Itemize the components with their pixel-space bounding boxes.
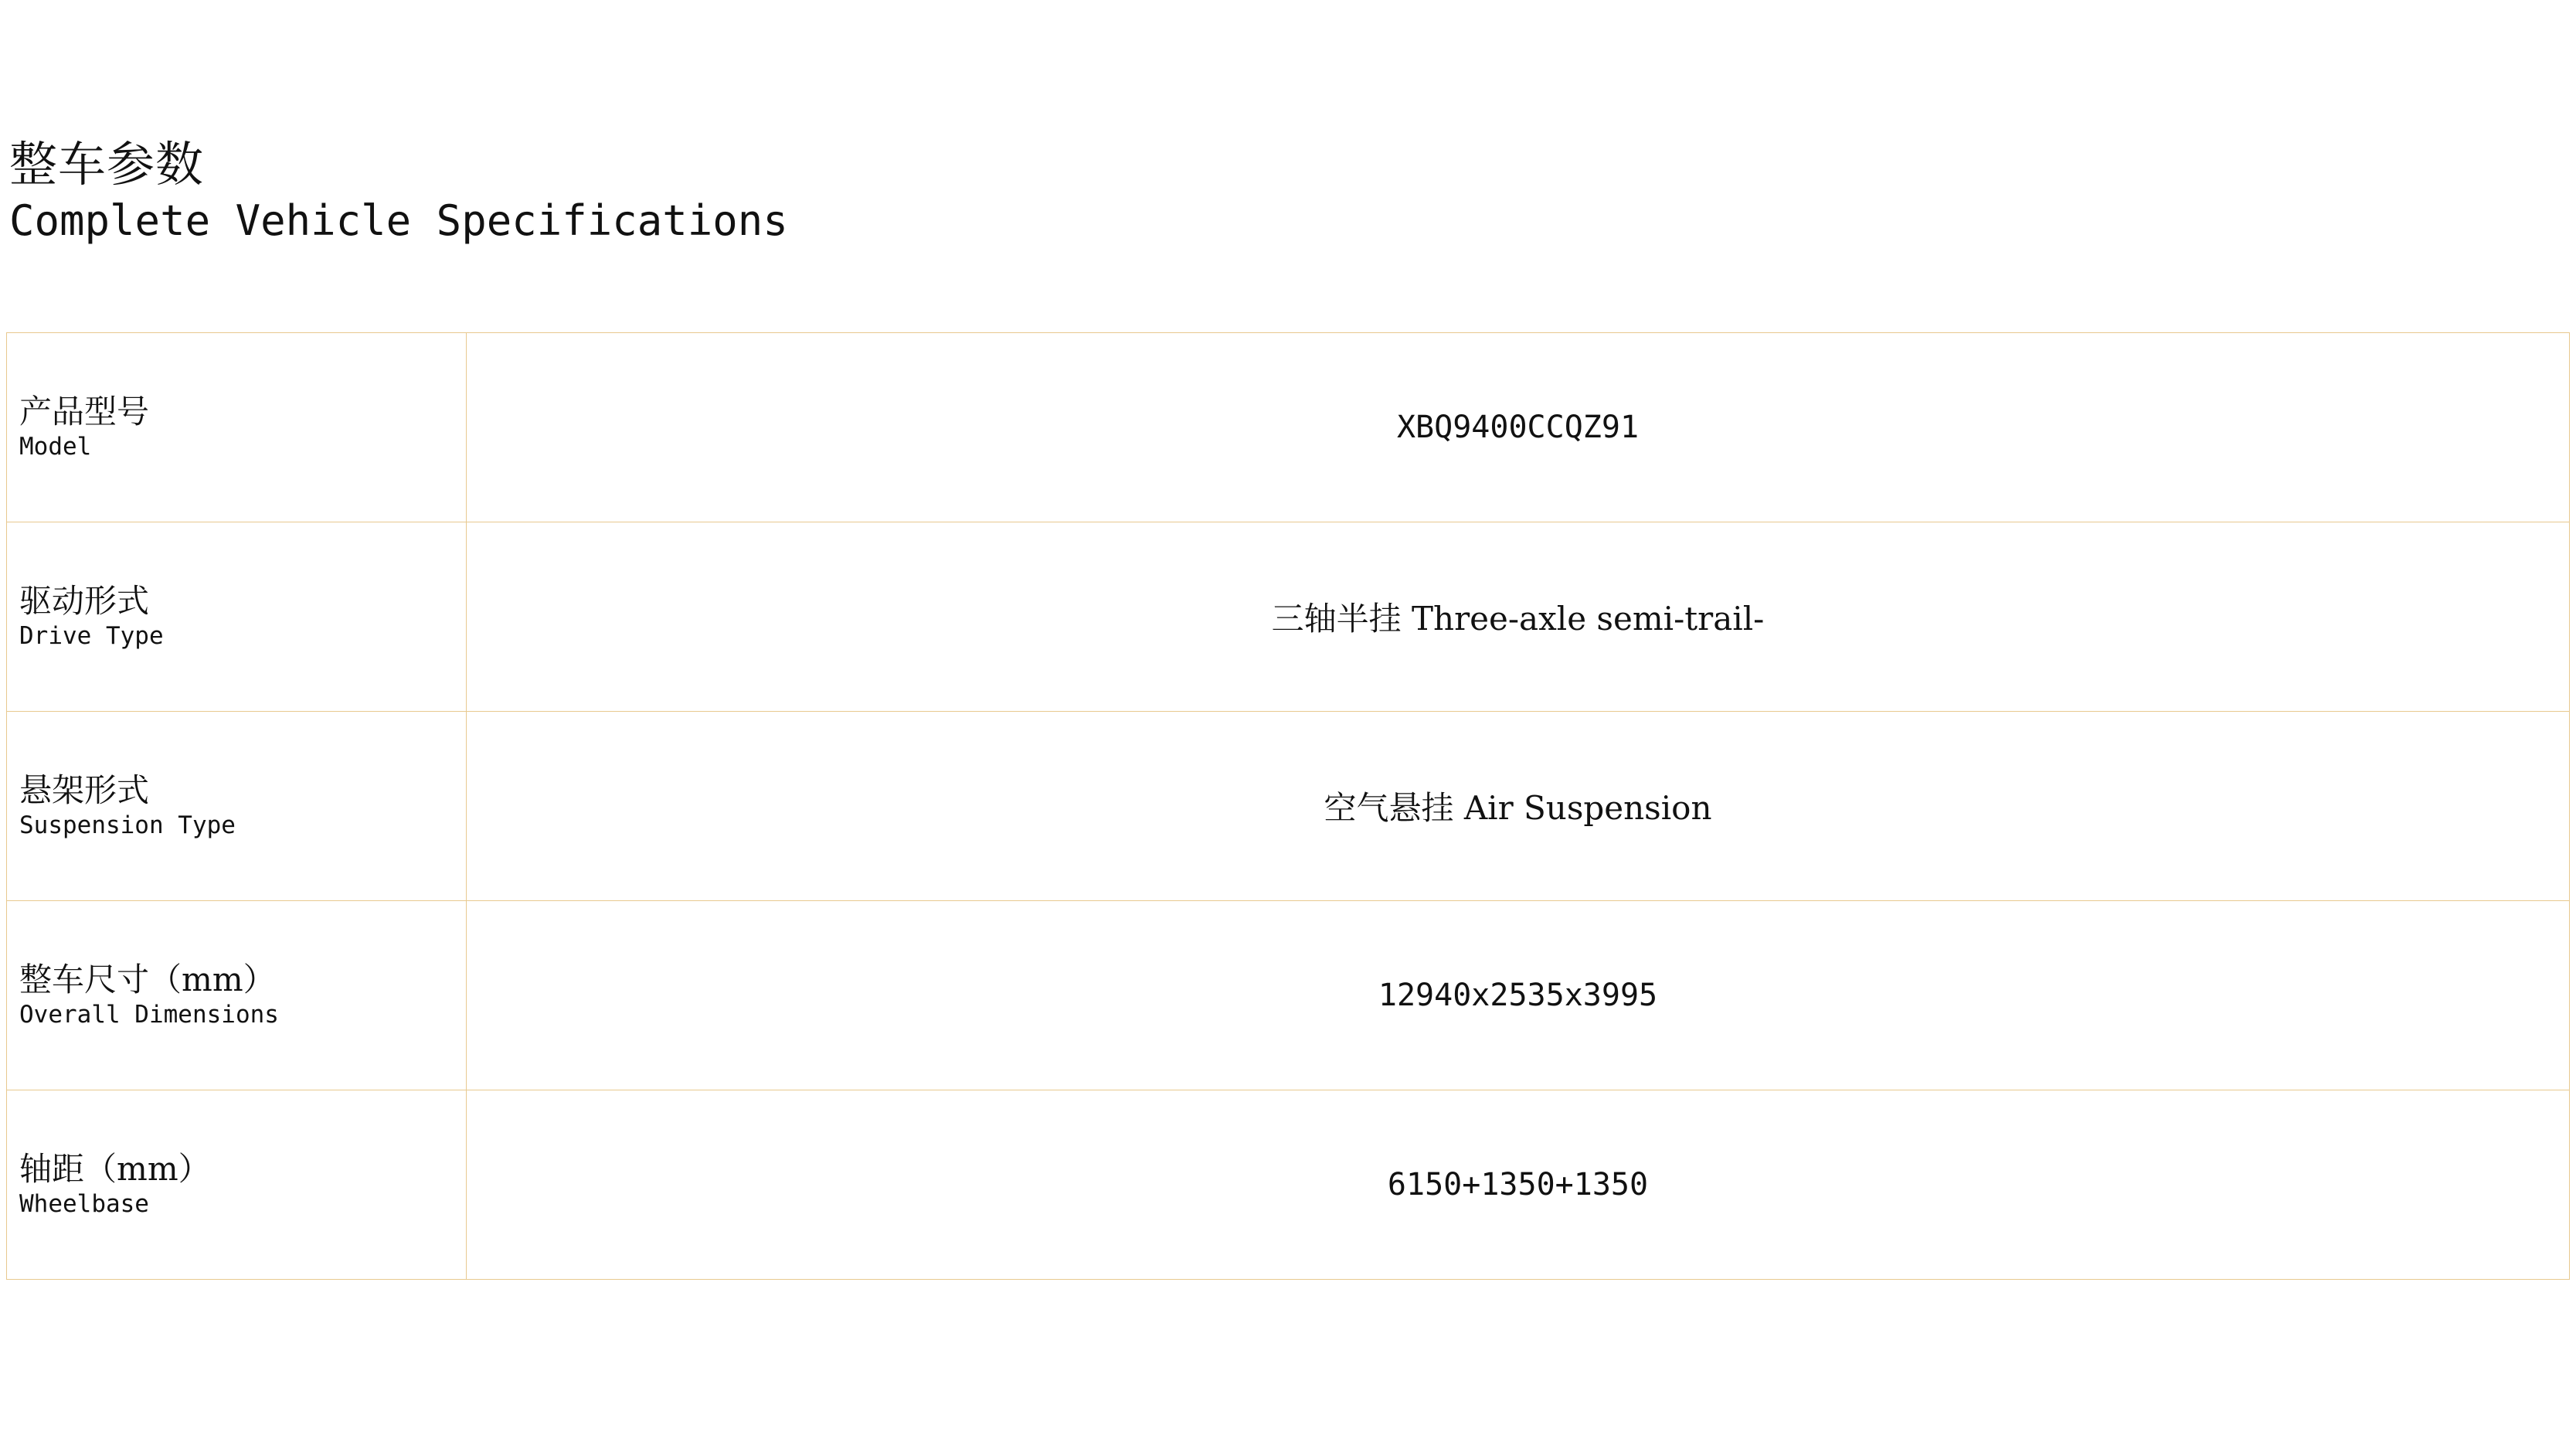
row-label-english: Overall Dimensions (19, 1000, 279, 1029)
row-label-cell (7, 333, 467, 522)
row-label-cell (7, 522, 467, 712)
specifications-table (6, 332, 2570, 1280)
row-value-cell (467, 522, 2570, 712)
row-label-chinese: 轴距（mm） (19, 1149, 211, 1188)
row-label-chinese: 产品型号 (19, 392, 150, 430)
row-label-cell (7, 901, 467, 1090)
page-title-english: Complete Vehicle Specifications (9, 196, 788, 246)
page-title-block (9, 136, 1555, 246)
row-label-cell (7, 712, 467, 901)
page-title-chinese: 整车参数 (9, 136, 205, 192)
row-label-english: Drive Type (19, 621, 164, 650)
row-value: 三轴半挂 Three-axle semi-trail- (1271, 600, 1765, 638)
table-row (7, 522, 2570, 712)
table-row (7, 333, 2570, 522)
row-label-chinese: 悬架形式 (19, 770, 150, 809)
row-label-english: Wheelbase (19, 1189, 149, 1218)
row-value-cell (467, 712, 2570, 901)
row-value-cell (467, 1090, 2570, 1280)
specifications-table-body (7, 333, 2570, 1280)
row-value: 空气悬挂 Air Suspension (1324, 789, 1712, 827)
row-value-cell (467, 901, 2570, 1090)
table-row (7, 901, 2570, 1090)
row-value: XBQ9400CCQZ91 (1396, 410, 1640, 445)
row-value: 6150+1350+1350 (1387, 1167, 1649, 1202)
row-label-english: Model (19, 432, 92, 461)
row-label-chinese: 驱动形式 (19, 581, 150, 620)
row-label-english: Suspension Type (19, 811, 236, 839)
row-label-chinese: 整车尺寸（mm） (19, 960, 276, 998)
row-value: 12940x2535x3995 (1378, 978, 1658, 1013)
table-row (7, 1090, 2570, 1280)
row-value-cell (467, 333, 2570, 522)
row-label-cell (7, 1090, 467, 1280)
table-row (7, 712, 2570, 901)
